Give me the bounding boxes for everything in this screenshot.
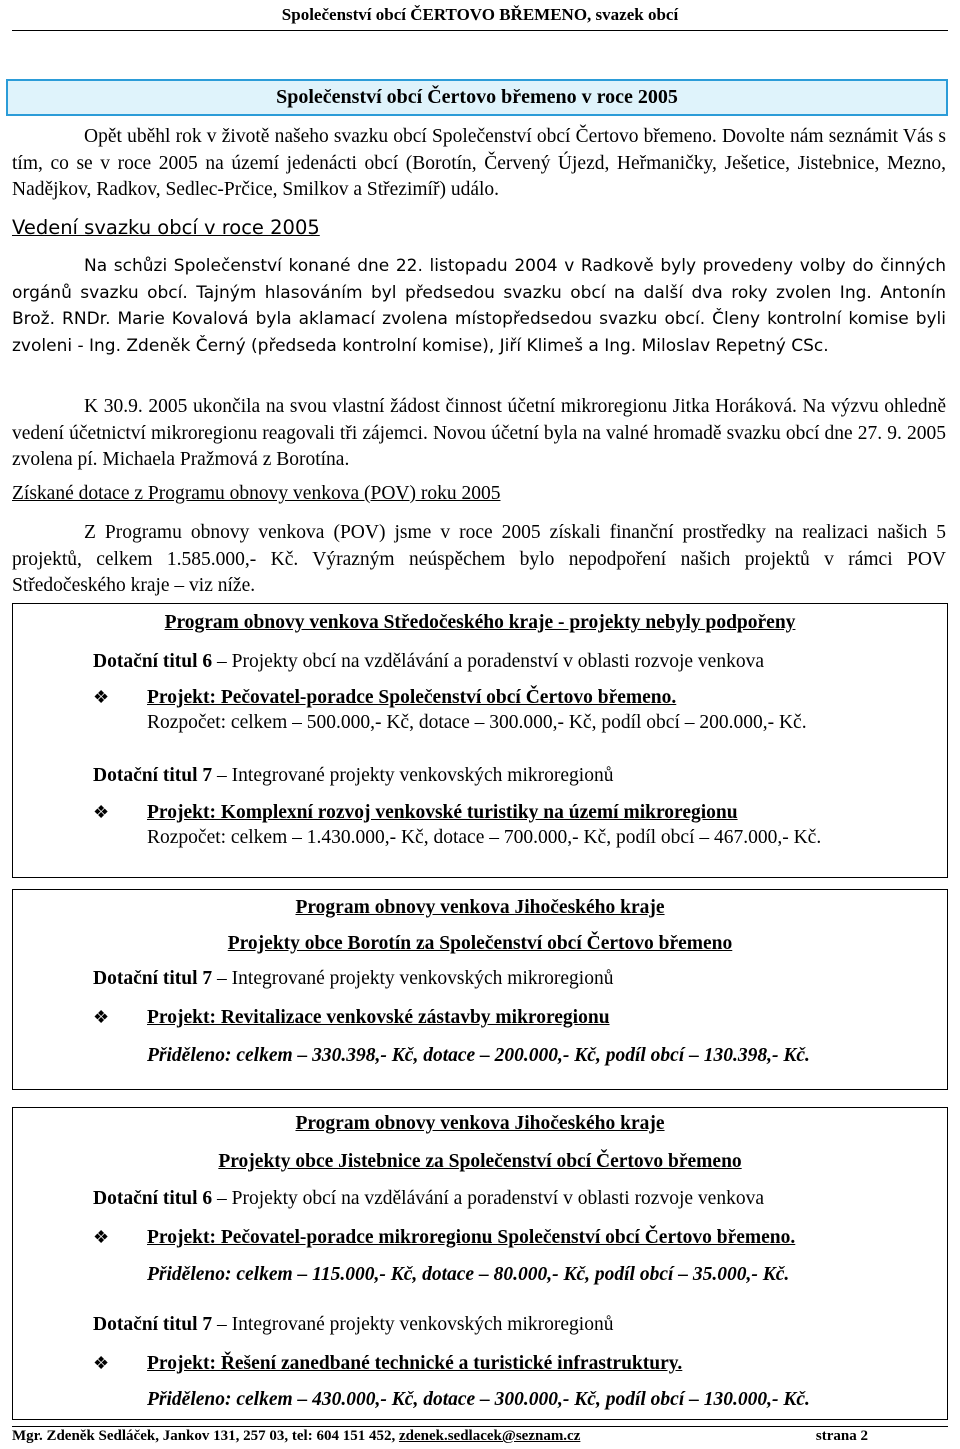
section-heading-leadership: Vedení svazku obcí v roce 2005 [12,216,320,239]
grants-paragraph [12,520,946,600]
leadership-text-1: Na schůzi Společenství konané dne 22. listopadu 2004 v Radkově byly provedeny volby do činných orgánů svazku obcí. Tajným hlasováním byl předsedou svazku obcí na další dva roky zvolen Ing. Antonín Brož. RNDr. Marie Kovalová byla aklamací zvolena místopředsedou svazku obcí. Členy kontrolní komise byli zvoleni - Ing. Zdeněk Černý (předseda kontrolní komise), Jiří Klimeš a Ing. Miloslav Repetný CSc. [12,256,946,356]
project-name: Projekt: Řešení zanedbané technické a turistické infrastruktury. [147,1353,683,1374]
grant-title-row [93,1314,613,1336]
project-name: Projekt: Komplexní rozvoj venkovské turistiky na území mikroregionu [147,802,738,823]
grant-title-label: Dotační titul 6 [93,1188,213,1209]
grant-title-text: – Projekty obcí na vzdělávání a poradenství v oblasti rozvoje venkova [217,1188,764,1209]
footer-rule [12,1426,948,1427]
page-footer [12,1428,948,1445]
project-allocation: Přiděleno: celkem – 115.000,- Kč, dotace – 80.000,- Kč, podíl obcí – 35.000,- Kč. [147,1264,790,1285]
project-budget: Rozpočet: celkem – 1.430.000,- Kč, dotace – 700.000,- Kč, podíl obcí – 467.000,- Kč. [147,827,822,848]
project-name: Projekt: Pečovatel-poradce mikroregionu Společenství obcí Čertovo břemeno. [147,1227,796,1248]
title-band: Společenství obcí Čertovo břemeno v roce 2005 [6,79,948,116]
project-name: Projekt: Revitalizace venkovské zástavby mikroregionu [147,1007,610,1028]
box-title: Program obnovy venkova Jihočeského kraje [295,897,665,918]
section-heading-grants: Získané dotace z Programu obnovy venkova (POV) roku 2005 [12,483,501,504]
header-rule [12,30,948,31]
grant-title-row [93,651,764,673]
grant-title-label: Dotační titul 7 [93,968,213,989]
grant-title-label: Dotační titul 7 [93,765,213,786]
diamond-bullet-icon: ❖ [93,687,110,707]
program-box-jihocesky-borotin [12,889,948,1090]
diamond-bullet-icon: ❖ [93,1227,110,1247]
page-header: Společenství obcí ČERTOVO BŘEMENO, svazek obcí [281,5,679,24]
grant-title-row [93,1188,764,1210]
grant-title-text: – Integrované projekty venkovských mikroregionů [217,765,614,786]
leadership-paragraph-1 [12,253,946,359]
footer-author: Mgr. Zdeněk Sedláček, Jankov 131, 257 03, tel: 604 151 452, [12,1428,396,1444]
diamond-bullet-icon: ❖ [93,1353,110,1373]
page-number: strana 2 [815,1428,868,1444]
grant-title-label: Dotační titul 6 [93,651,213,672]
leadership-text-2: K 30.9. 2005 ukončila na svou vlastní žádost činnost účetní mikroregionu Jitka Horáková. Na výzvu ohledně vedení účetnictví mikroregionu reagovali tři zájemci. Novou účetní byla na valné hromadě svazku obcí dne 27. 9. 2005 zvolena pí. Michaela Pražmová z Borotína. [12,396,946,470]
grant-title-row [93,765,613,787]
grant-title-text: – Projekty obcí na vzdělávání a poradenství v oblasti rozvoje venkova [217,651,764,672]
diamond-bullet-icon: ❖ [93,1007,110,1027]
box-title: Program obnovy venkova Jihočeského kraje [295,1113,665,1134]
program-box-jihocesky-jistebnice [12,1107,948,1420]
project-budget: Rozpočet: celkem – 500.000,- Kč, dotace – 300.000,- Kč, podíl obcí – 200.000,- Kč. [147,712,807,733]
program-box-stredocesky [12,603,948,878]
box-subtitle: Projekty obce Jistebnice za Společenství obcí Čertovo břemeno [218,1151,742,1172]
project-allocation: Přiděleno: celkem – 330.398,- Kč, dotace – 200.000,- Kč, podíl obcí – 130.398,- Kč. [147,1045,810,1066]
grants-text: Z Programu obnovy venkova (POV) jsme v roce 2005 získali finanční prostředky na realizaci našich 5 projektů, celkem 1.585.000,- Kč. Výrazným neúspěchem bylo nepodpoření našich projektů v rámci POV Středočeského kraje – viz níže. [12,522,946,596]
box-title: Program obnovy venkova Středočeského kraje - projekty nebyly podpořeny [164,612,796,633]
grant-title-text: – Integrované projekty venkovských mikroregionů [217,1314,614,1335]
leadership-paragraph-2 [12,394,946,474]
box-subtitle: Projekty obce Borotín za Společenství obcí Čertovo břemeno [227,933,733,954]
grant-title-label: Dotační titul 7 [93,1314,213,1335]
project-allocation: Přiděleno: celkem – 430.000,- Kč, dotace – 300.000,- Kč, podíl obcí – 130.000,- Kč. [147,1389,810,1410]
diamond-bullet-icon: ❖ [93,802,110,822]
grant-title-row [93,968,613,990]
project-name: Projekt: Pečovatel-poradce Společenství obcí Čertovo břemeno. [147,687,677,708]
intro-paragraph [12,124,946,204]
intro-text: Opět uběhl rok v životě našeho svazku obcí Společenství obcí Čertovo břemeno. Dovolte nám seznámit Vás s tím, co se v roce 2005 na území jedenácti obcí (Borotín, Červený Újezd, Heřmaničky, Ješetice, Jistebnice, Mezno, Nadějkov, Radkov, Sedlec-Prčice, Smilkov a Střezimíř) událo. [12,126,946,200]
grant-title-text: – Integrované projekty venkovských mikroregionů [217,968,614,989]
footer-email-link[interactable]: zdenek.sedlacek@seznam.cz [398,1428,581,1444]
